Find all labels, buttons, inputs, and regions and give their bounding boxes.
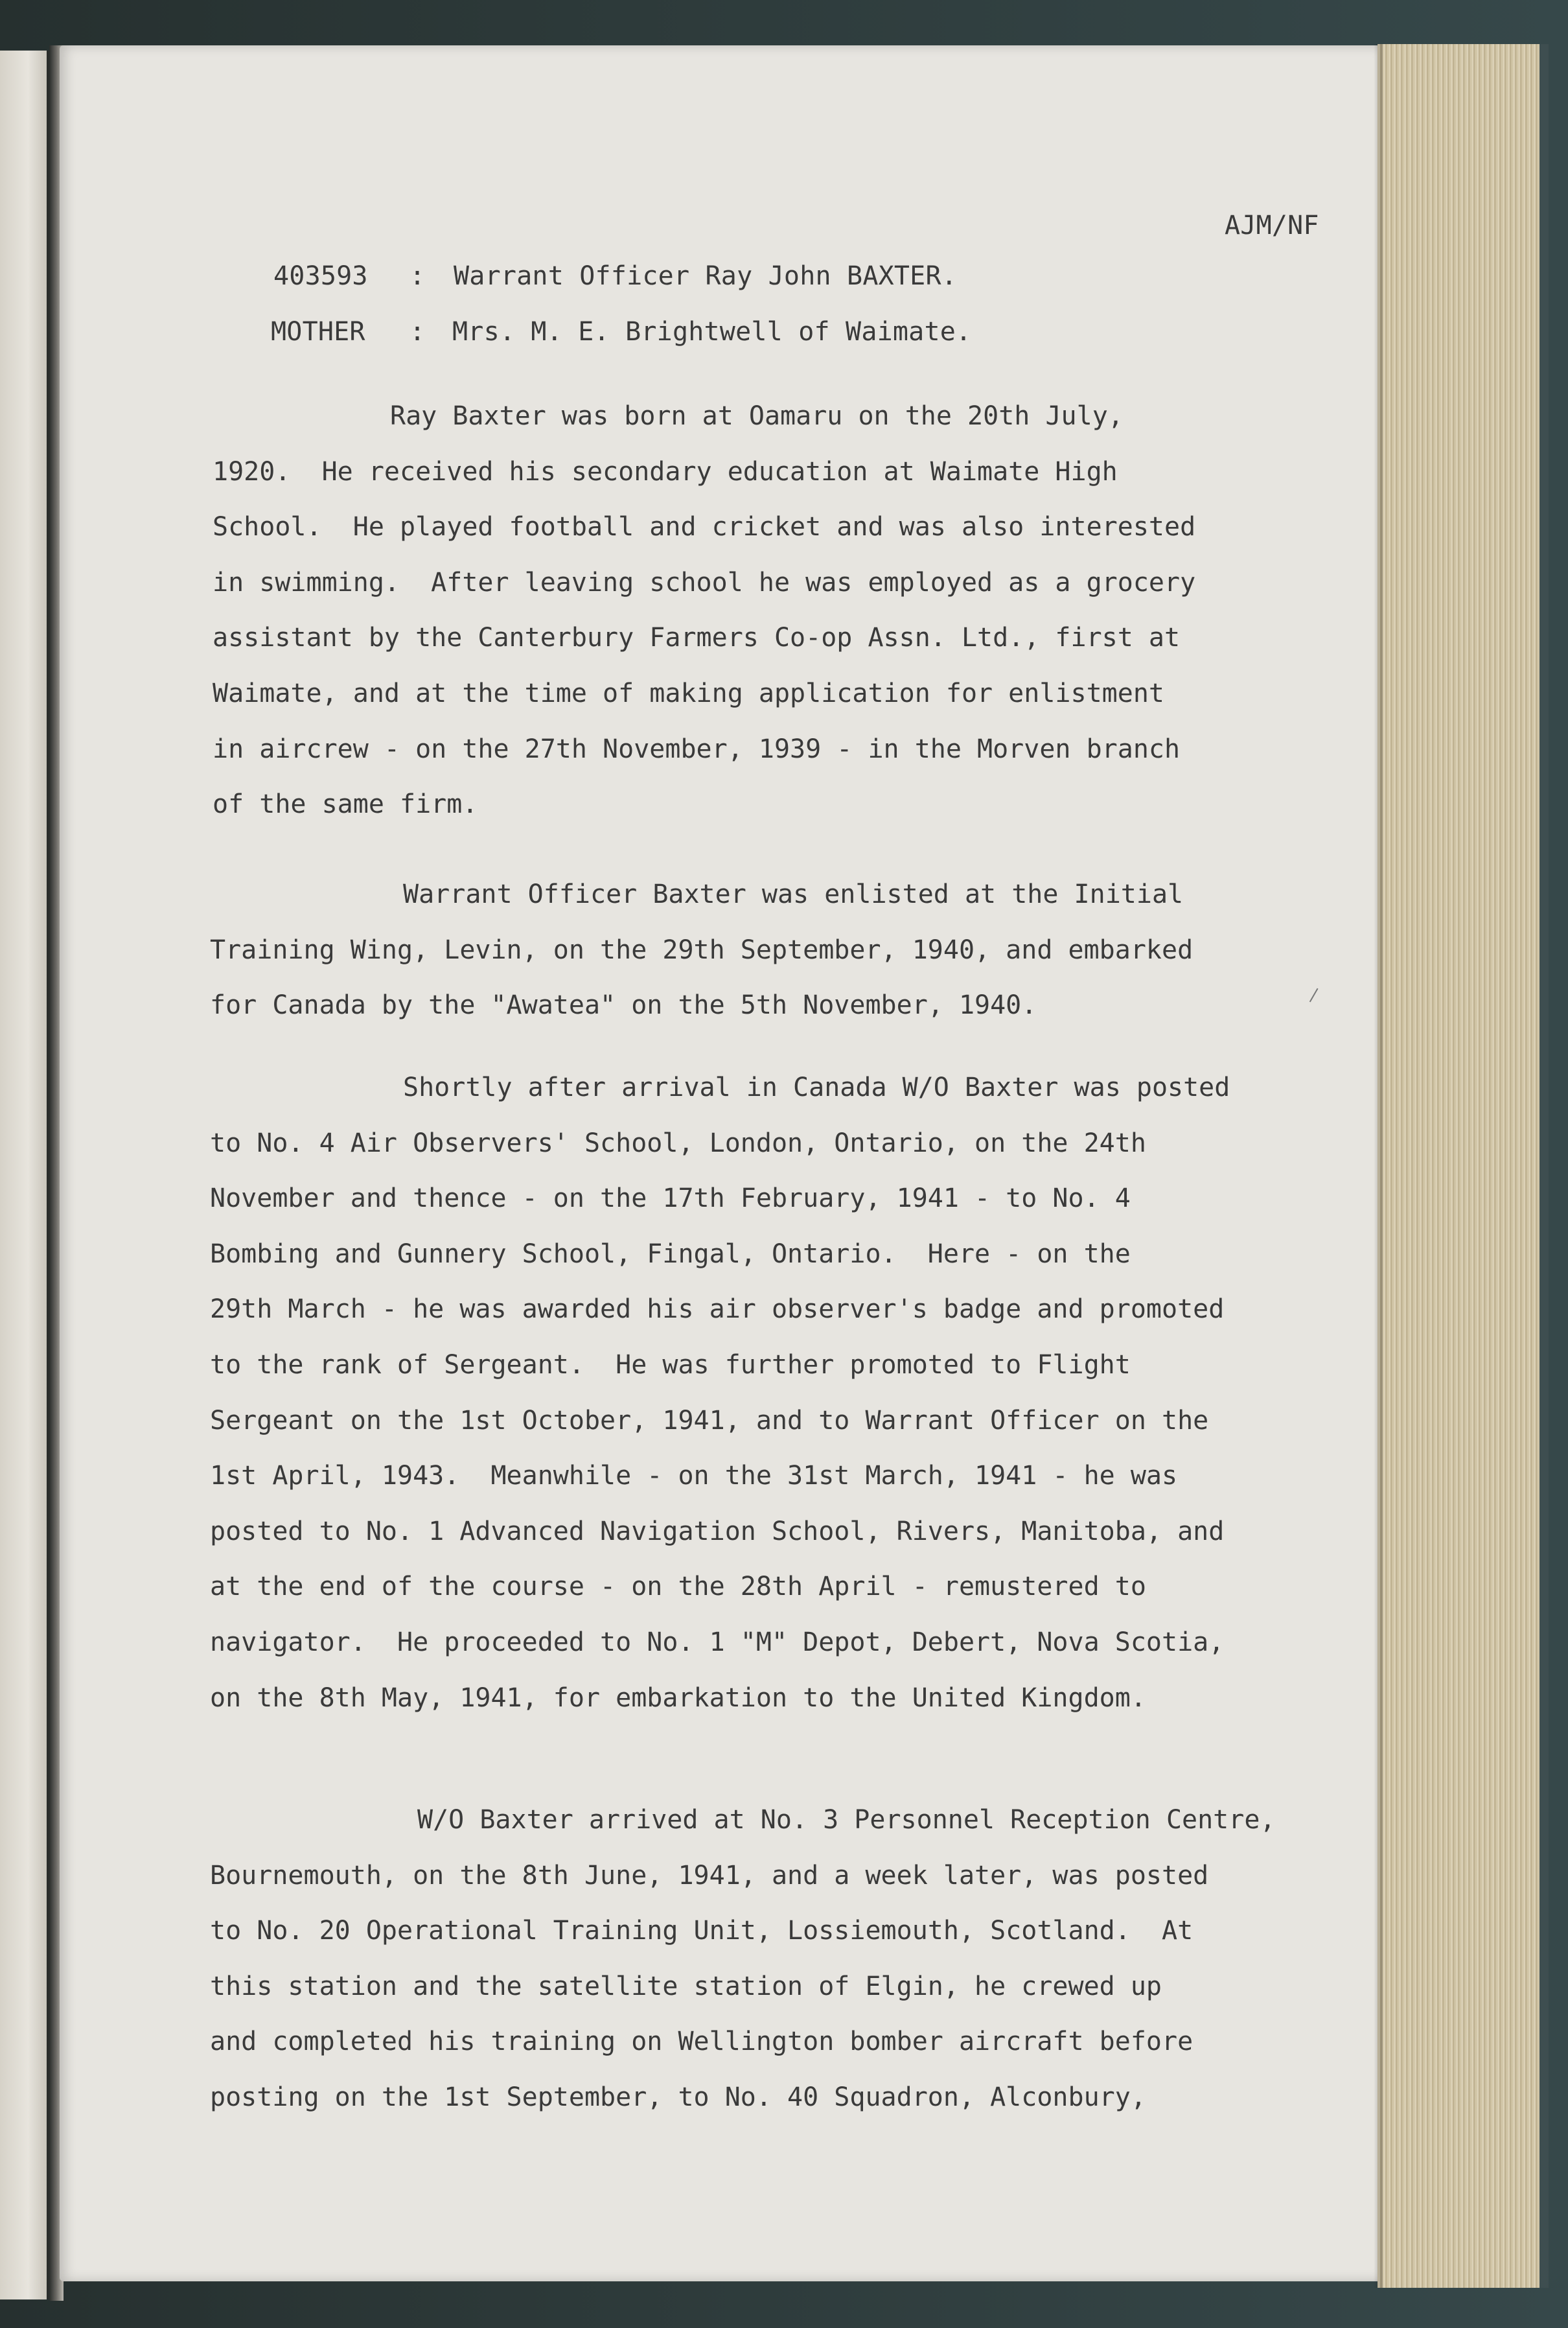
header-separator: : (409, 317, 426, 347)
header-separator: : (409, 261, 426, 291)
mother-name: Mrs. M. E. Brightwell of Waimate. (452, 317, 972, 347)
paragraph-3-line: Sergeant on the 1st October, 1941, and to Warrant Officer on the (210, 1406, 1209, 1436)
paragraph-1-line: of the same firm. (213, 789, 478, 819)
page-stack-edge (1378, 44, 1549, 2288)
paragraph-2-line: Warrant Officer Baxter was enlisted at the Initial (403, 879, 1184, 909)
paragraph-4-line: posting on the 1st September, to No. 40 Squadron, Alconbury, (210, 2082, 1146, 2112)
paragraph-3-line: Shortly after arrival in Canada W/O Baxter was posted (403, 1073, 1230, 1102)
soldier-name: Warrant Officer Ray John BAXTER. (454, 261, 958, 291)
paragraph-2-line: Training Wing, Levin, on the 29th September, 1940, and embarked (210, 935, 1193, 965)
paragraph-3-line: at the end of the course - on the 28th April - remustered to (210, 1572, 1146, 1601)
mother-label: MOTHER (271, 317, 365, 347)
paragraph-4-line: Bournemouth, on the 8th June, 1941, and a week later, was posted (210, 1861, 1209, 1891)
paragraph-1-line: Waimate, and at the time of making application for enlistment (213, 679, 1165, 708)
paragraph-3-line: on the 8th May, 1941, for embarkation to the United Kingdom. (210, 1683, 1146, 1713)
paragraph-3-line: to No. 4 Air Observers' School, London, Ontario, on the 24th (210, 1128, 1146, 1158)
paragraph-4-line: to No. 20 Operational Training Unit, Lossiemouth, Scotland. At (210, 1916, 1193, 1946)
page-shadow (1374, 44, 1383, 2288)
paragraph-4-line: this station and the satellite station of Elgin, he crewed up (210, 1972, 1162, 2001)
paragraph-1-line: Ray Baxter was born at Oamaru on the 20th July, (390, 401, 1124, 431)
reference-code: AJM/NF (1225, 211, 1319, 240)
paragraph-1-line: School. He played football and cricket and was also interested (213, 512, 1196, 542)
document-page (60, 45, 1381, 2281)
paragraph-1-line: in swimming. After leaving school he was employed as a grocery (213, 568, 1196, 598)
paragraph-1-line: 1920. He received his secondary education at Waimate High (213, 457, 1118, 487)
paragraph-1-line: assistant by the Canterbury Farmers Co-op Assn. Ltd., first at (213, 623, 1181, 653)
paragraph-3-line: 29th March - he was awarded his air observer's badge and promoted (210, 1294, 1225, 1324)
paragraph-3-line: posted to No. 1 Advanced Navigation School, Rivers, Manitoba, and (210, 1517, 1225, 1546)
paragraph-4-line: and completed his training on Wellington bomber aircraft before (210, 2027, 1193, 2056)
paragraph-3-line: Bombing and Gunnery School, Fingal, Ontario. Here - on the (210, 1239, 1131, 1269)
service-number: 403593 (273, 261, 368, 291)
paragraph-3-line: to the rank of Sergeant. He was further promoted to Flight (210, 1350, 1131, 1380)
paragraph-3-line: 1st April, 1943. Meanwhile - on the 31st March, 1941 - he was (210, 1461, 1178, 1491)
pencil-mark (1309, 988, 1324, 1006)
paragraph-1-line: in aircrew - on the 27th November, 1939 - in the Morven branch (213, 734, 1181, 764)
paragraph-3-line: navigator. He proceeded to No. 1 "M" Depot, Debert, Nova Scotia, (210, 1627, 1225, 1657)
paragraph-4-line: W/O Baxter arrived at No. 3 Personnel Reception Centre, (417, 1805, 1276, 1835)
paragraph-3-line: November and thence - on the 17th February, 1941 - to No. 4 (210, 1183, 1131, 1213)
paragraph-2-line: for Canada by the "Awatea" on the 5th November, 1940. (210, 990, 1037, 1020)
left-page-edge (0, 51, 49, 2299)
